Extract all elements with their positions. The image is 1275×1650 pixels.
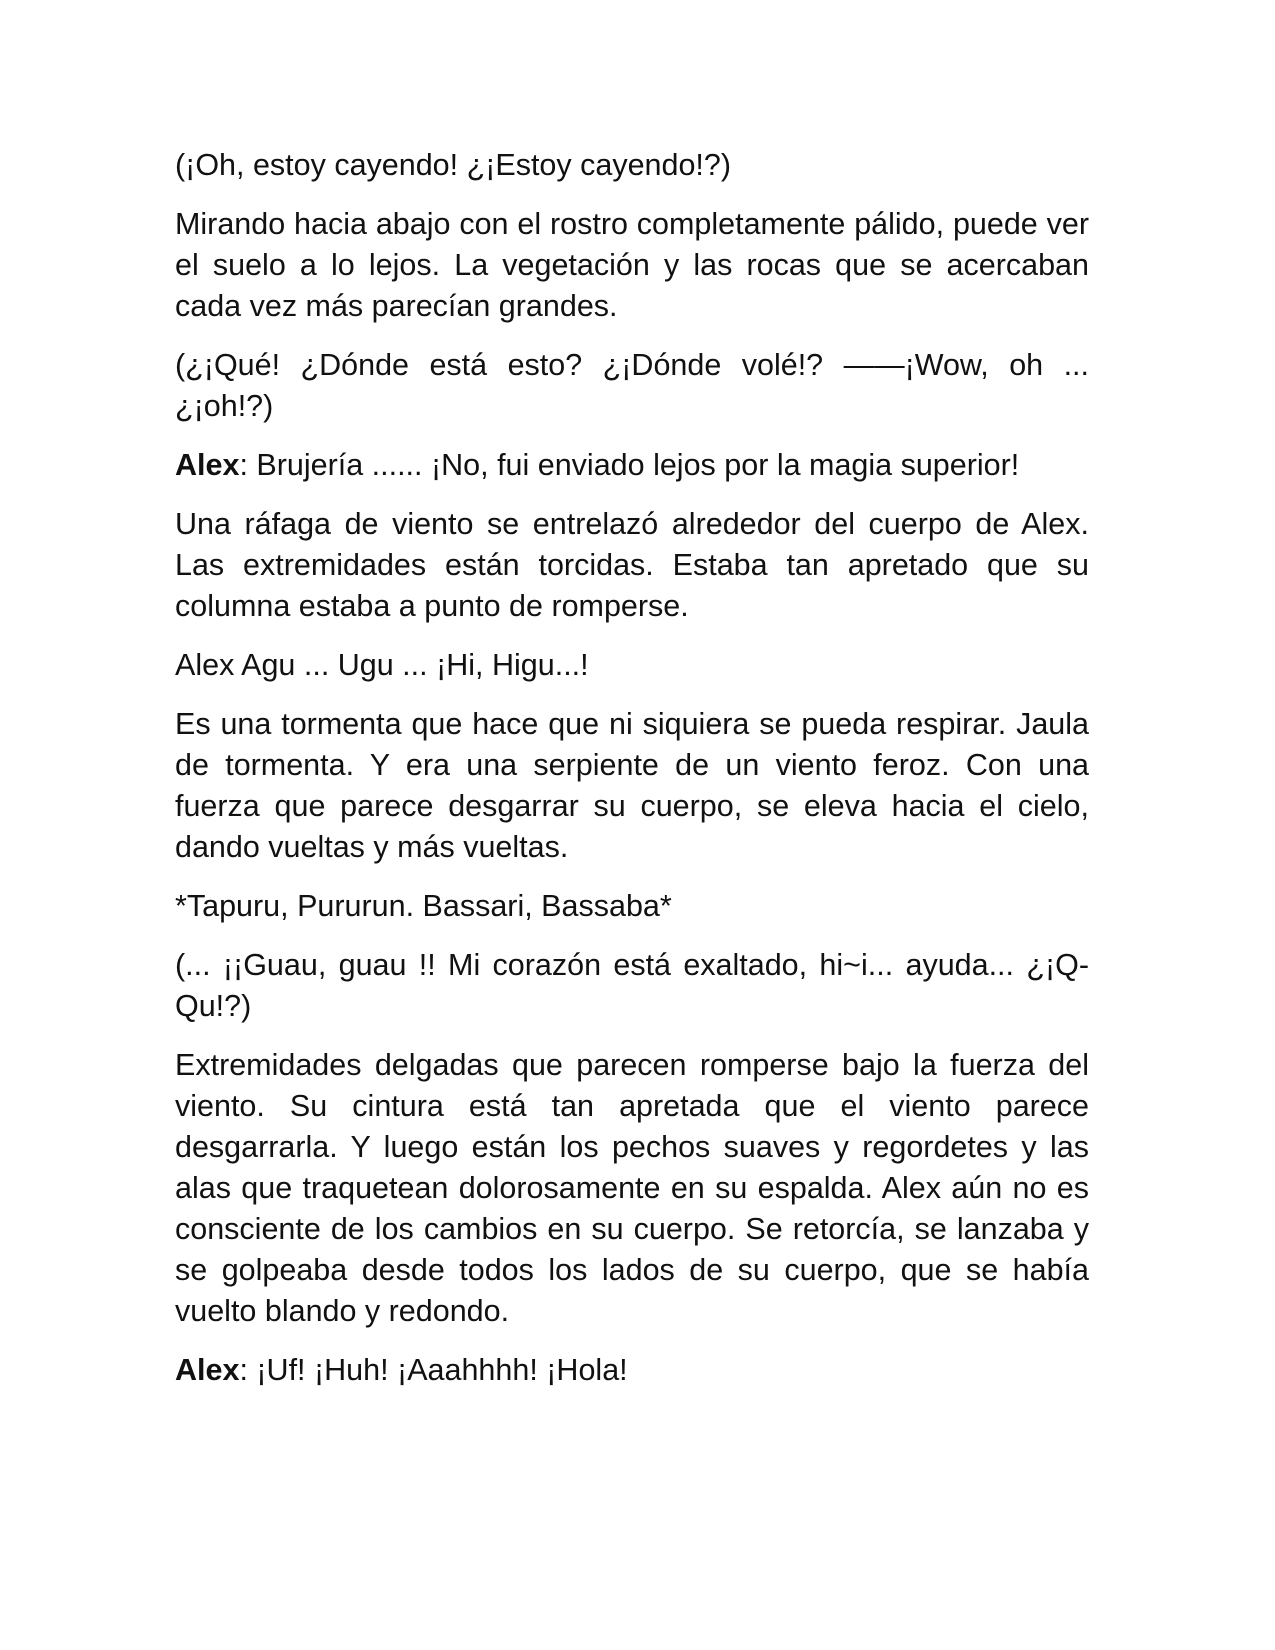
- speaker-name: Alex: [175, 1353, 240, 1387]
- paragraph-5: Una ráfaga de viento se entrelazó alrededor del cuerpo de Alex. Las extremidades están torcidas. Estaba tan apretado que su columna estaba a punto de romperse.: [175, 507, 1089, 623]
- paragraph-1: (¡Oh, estoy cayendo! ¿¡Estoy cayendo!?): [175, 148, 732, 182]
- paragraph-4: Alex: Brujería ...... ¡No, fui enviado lejos por la magia superior!: [175, 448, 1020, 482]
- paragraph-10: Extremidades delgadas que parecen romperse bajo la fuerza del viento. Su cintura está tan apretada que el viento parece desgarrarla. Y luego están los pechos suaves y regordetes y las alas que traquetean dolorosamente en su espalda. Alex aún no es consciente de los cambios en su cuerpo. Se retorcía, se lanzaba y se golpeaba desde todos los lados de su cuerpo, que se había vuelto blando y redondo.: [175, 1048, 1089, 1328]
- document-page: [175, 145, 1089, 1409]
- paragraph-3: (¿¡Qué! ¿Dónde está esto? ¿¡Dónde volé!? ——¡Wow, oh ... ¿¡oh!?): [175, 348, 1089, 423]
- paragraph-11: Alex: ¡Uf! ¡Huh! ¡Aaahhhh! ¡Hola!: [175, 1353, 628, 1387]
- paragraph-2: Mirando hacia abajo con el rostro completamente pálido, puede ver el suelo a lo lejos. La vegetación y las rocas que se acercaban cada vez más parecían grandes.: [175, 207, 1089, 323]
- paragraph-8: *Tapuru, Pururun. Bassari, Bassaba*: [175, 889, 672, 923]
- speaker-name: Alex: [175, 448, 240, 482]
- paragraph-9: (... ¡¡Guau, guau !! Mi corazón está exaltado, hi~i... ayuda... ¿¡Q-Qu!?): [175, 948, 1089, 1023]
- paragraph-7: Es una tormenta que hace que ni siquiera se pueda respirar. Jaula de tormenta. Y era una serpiente de un viento feroz. Con una fuerza que parece desgarrar su cuerpo, se eleva hacia el cielo, dando vueltas y más vueltas.: [175, 707, 1089, 864]
- paragraph-6: Alex Agu ... Ugu ... ¡Hi, Higu...!: [175, 648, 589, 682]
